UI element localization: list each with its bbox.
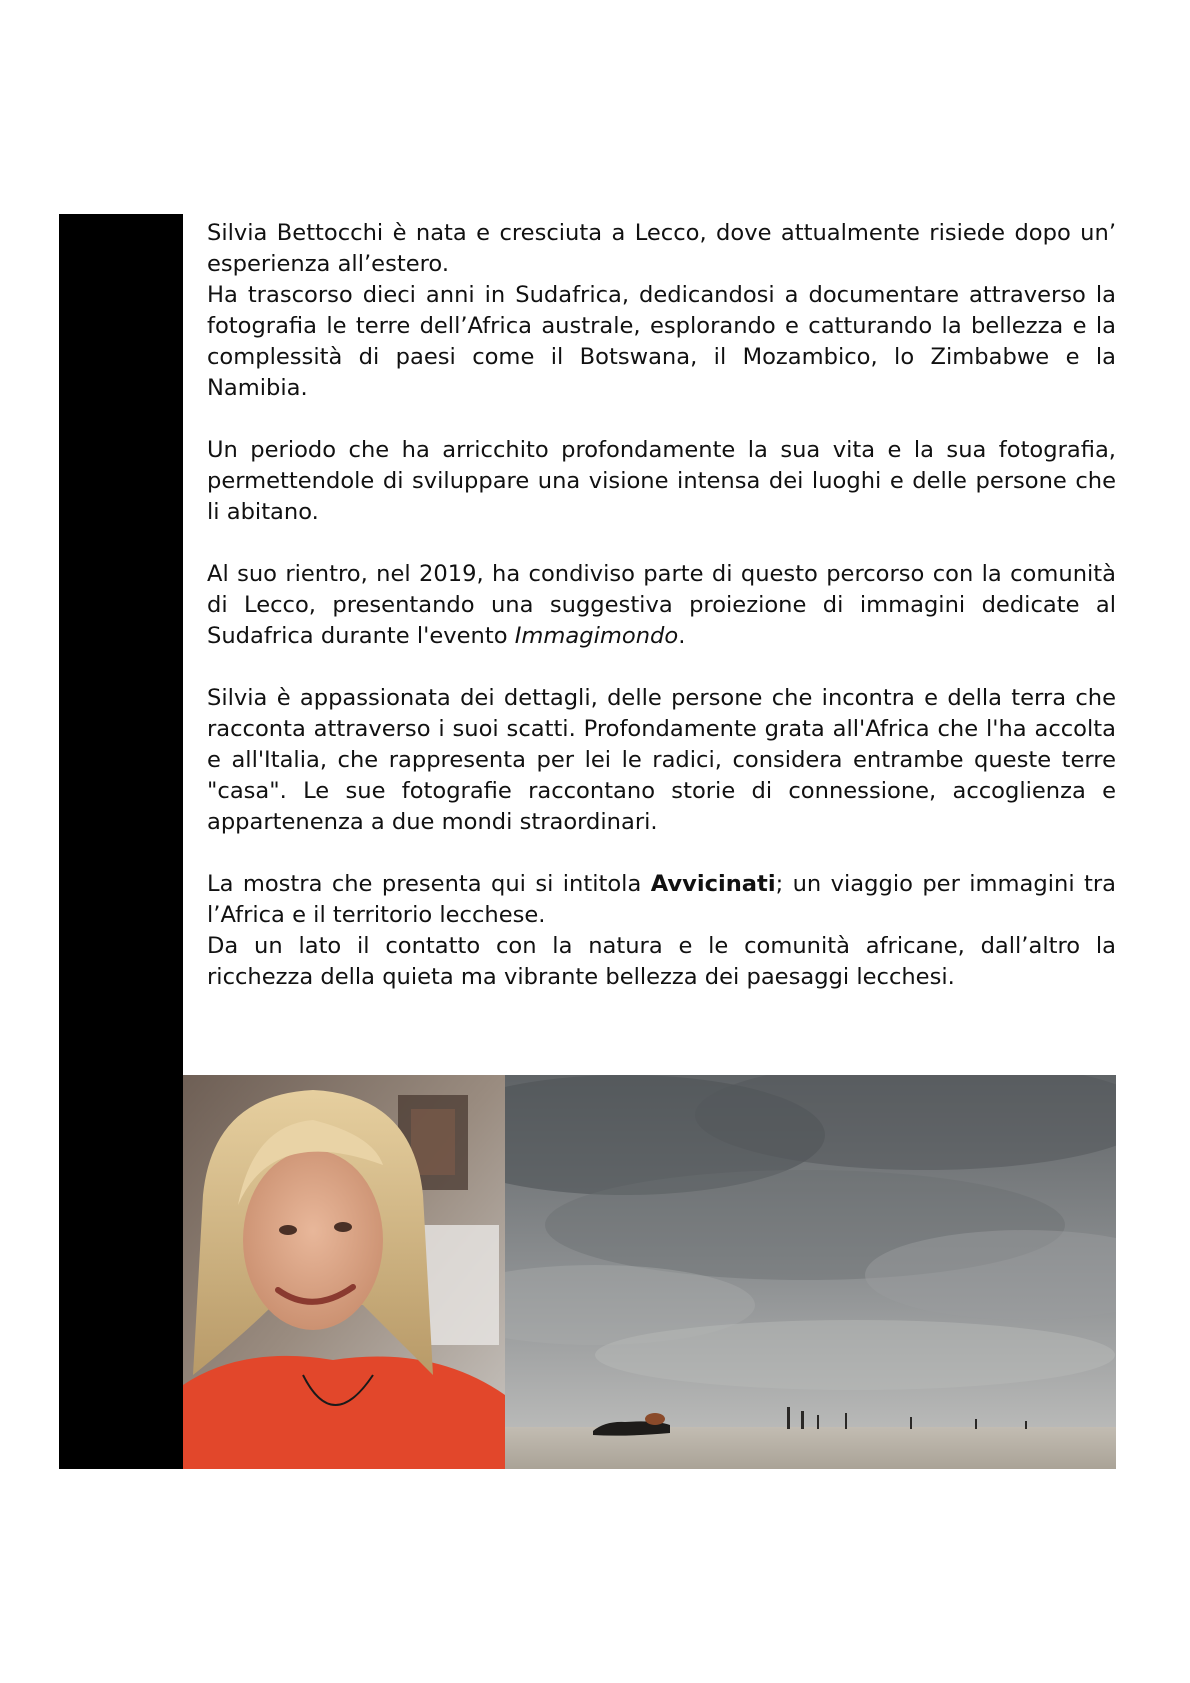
intro-line-2: Ha trascorso dieci anni in Sudafrica, dedicandosi a documentare attraverso la fotografia le terre dell’Africa australe, esplorando e catturando la bellezza e la complessità di paesi come il Botswana, il Mozambico, lo Zimbabwe e la Namibia.: [207, 282, 1116, 401]
exhibition-line-2: Da un lato il contatto con la natura e le comunità africane, dall’altro la ricchezza della quieta ma vibrante bellezza dei paesaggi lecchesi.: [207, 933, 1116, 990]
intro-line-1: Silvia Bettocchi è nata e cresciuta a Lecco, dove attualmente risiede dopo un’ esperienza all’estero.: [207, 220, 1116, 277]
exhibition-title: Avvicinati: [650, 871, 776, 897]
decorative-black-bar: [59, 214, 183, 1469]
biography-text: [207, 218, 1116, 993]
paragraph-exhibition: [207, 869, 1116, 993]
stormy-sky-image: [505, 1075, 1116, 1469]
paragraph-intro: [207, 218, 1116, 404]
portrait-photo: [183, 1075, 505, 1469]
portrait-image: [183, 1075, 505, 1469]
exhibition-text-end: ; un viaggio per immagini tra l’Africa e il territorio lecchese.: [207, 871, 1116, 928]
exhibition-line-1: [207, 869, 1116, 931]
exhibition-text: La mostra che presenta qui si intitola: [207, 871, 651, 897]
return-text-end: .: [678, 623, 686, 649]
paragraph-period: Un periodo che ha arricchito profondamente la sua vita e la sua fotografia, permettendole di sviluppare una visione intensa dei luoghi e delle persone che li abitano.: [207, 437, 1116, 525]
paragraph-passion: Silvia è appassionata dei dettagli, delle persone che incontra e della terra che racconta attraverso i suoi scatti. Profondamente grata all'Africa che l'ha accolta e all'Italia, che rappresenta per lei le radici, considera entrambe queste terre "casa". Le sue fotografie raccontano storie di connessione, accoglienza e appartenenza a due mondi straordinari.: [207, 685, 1116, 835]
event-name: Immagimondo: [514, 623, 679, 649]
paragraph-return: [207, 559, 1116, 652]
return-text: Al suo rientro, nel 2019, ha condiviso parte di questo percorso con la comunità di Lecco, presentando una suggestiva proiezione di immagini dedicate al Sudafrica durante l'evento: [207, 561, 1116, 649]
landscape-photo: [505, 1075, 1116, 1469]
